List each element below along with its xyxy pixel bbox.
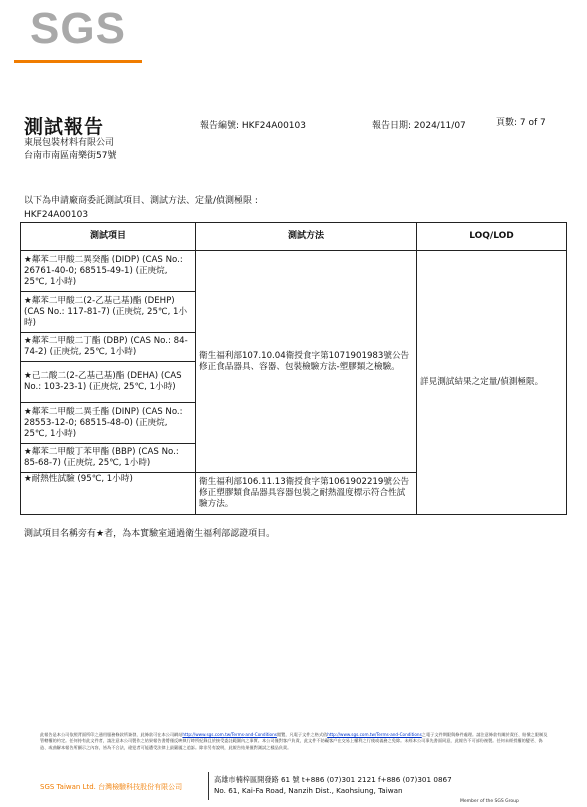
member-note: Member of the SGS Group xyxy=(460,799,519,804)
header-loq-lod: LOQ/LOD xyxy=(417,223,567,251)
test-item-deha: ★己二酸二(2-乙基己基)酯 (DEHA) (CAS No.: 103-23-1) (正庚烷, 25℃, 1小時) xyxy=(21,362,196,403)
loq-lod-note: 詳見測試結果之定量/偵測極限。 xyxy=(417,251,567,515)
footer-divider xyxy=(208,772,209,800)
test-method-plastic: 衛生福利部107.10.04衛授食字第1071901983號公告修正食品器具、容器、包裝檢驗方法-塑膠類之檢驗。 xyxy=(196,251,417,473)
address-en: No. 61, Kai-Fa Road, Nanzih Dist., Kaohsiung, Taiwan xyxy=(214,786,403,795)
test-item-dinp: ★鄰苯二甲酸二異壬酯 (DINP) (CAS No.: 28553-12-0; 68515-48-0) (正庚烷, 25℃, 1小時) xyxy=(21,403,196,444)
table-row xyxy=(21,251,567,292)
page-number: 頁數: 7 of 7 xyxy=(496,118,546,128)
report-title: 測試報告 xyxy=(24,116,105,138)
sgs-logo: SGS xyxy=(30,4,126,53)
client-address: 台南市南區南樂街57號 xyxy=(24,151,117,161)
client-info xyxy=(24,137,116,163)
fine-print-text: 之電子文件期限與條件處理。請注意條款有關於責任、賠償之限制及管轄權的約定。任何持有此文件者，請注意本公司製作之結果報告書將僅反映執行時所紀錄且於接受委託範圍內之事實。本公司僅對客戶負責，此文件不妨礙客戶在交易上權利之行使或義務之免除。未經本公司事先書面同意，此報告不可部份複製。任何未經授權的變更、偽造、或曲解本報告所顯示之內容，皆為不合法，違犯者可能遭受法律上最嚴厲之追訴。除非另有說明，此報告結果僅對測試之樣品負責。 xyxy=(40,732,548,750)
test-item-dbp: ★鄰苯二甲酸二丁酯 (DBP) (CAS No.: 84-74-2) (正庚烷, 25℃, 1小時) xyxy=(21,333,196,362)
intro-report-no: HKF24A00103 xyxy=(24,210,89,220)
fine-print-text: 閱覽，凡電子文件之格式依 xyxy=(276,732,328,737)
logo-underline xyxy=(14,60,142,63)
terms-link[interactable]: http://www.sgs.com.tw/Terms-and-Conditions xyxy=(327,732,422,737)
report-date: 報告日期: 2024/11/07 xyxy=(372,121,466,131)
test-item-dehp: ★鄰苯二甲酸二(2-乙基己基)酯 (DEHP) (CAS No.: 117-81-7) (正庚烷, 25℃, 1小時) xyxy=(21,292,196,333)
address-zh: 高雄市楠梓區開發路 61 號 t+886 (07)301 2121 f+886 (07)301 0867 xyxy=(214,775,452,784)
company-address xyxy=(214,774,452,796)
test-item-bbp: ★鄰苯二甲酸丁苯甲酯 (BBP) (CAS No.: 85-68-7) (正庚烷, 25℃, 1小時) xyxy=(21,444,196,473)
test-method-heat: 衛生福利部106.11.13衛授食字第1061902219號公告修正塑膠類食品器具容器包裝之耐熱溫度標示符合性試驗方法。 xyxy=(196,473,417,515)
terms-fine-print xyxy=(40,732,550,751)
company-name: SGS Taiwan Ltd. 台灣檢驗科技股份有限公司 xyxy=(40,783,183,791)
test-item-didp: ★鄰苯二甲酸二異癸酯 (DIDP) (CAS No.: 26761-40-0; 68515-49-1) (正庚烷, 25℃, 1小時) xyxy=(21,251,196,292)
table-header-row xyxy=(21,223,567,251)
intro-line: 以下為申請廠商委託測試項目、測試方法、定量/偵測極限 : xyxy=(24,196,258,206)
header-test-method: 測試方法 xyxy=(196,223,417,251)
header-test-item: 測試項目 xyxy=(21,223,196,251)
terms-link[interactable]: http://www.sgs.com.tw/Terms-and-Conditions xyxy=(182,732,277,737)
fine-print-text: 此報告是本公司依照背面所印之通用服務條款所簽發，此條款可在本公司網站 xyxy=(40,732,183,737)
report-number: 報告編號: HKF24A00103 xyxy=(200,121,306,131)
accreditation-note: 測試項目名稱旁有★者，為本實驗室通過衛生福利部認證項目。 xyxy=(24,529,276,539)
intro-text xyxy=(24,194,258,222)
client-name: 東展包裝材料有限公司 xyxy=(24,138,115,148)
test-items-table xyxy=(20,222,567,515)
test-item-heat-resistance: ★耐熱性試驗 (95℃, 1小時) xyxy=(21,473,196,515)
